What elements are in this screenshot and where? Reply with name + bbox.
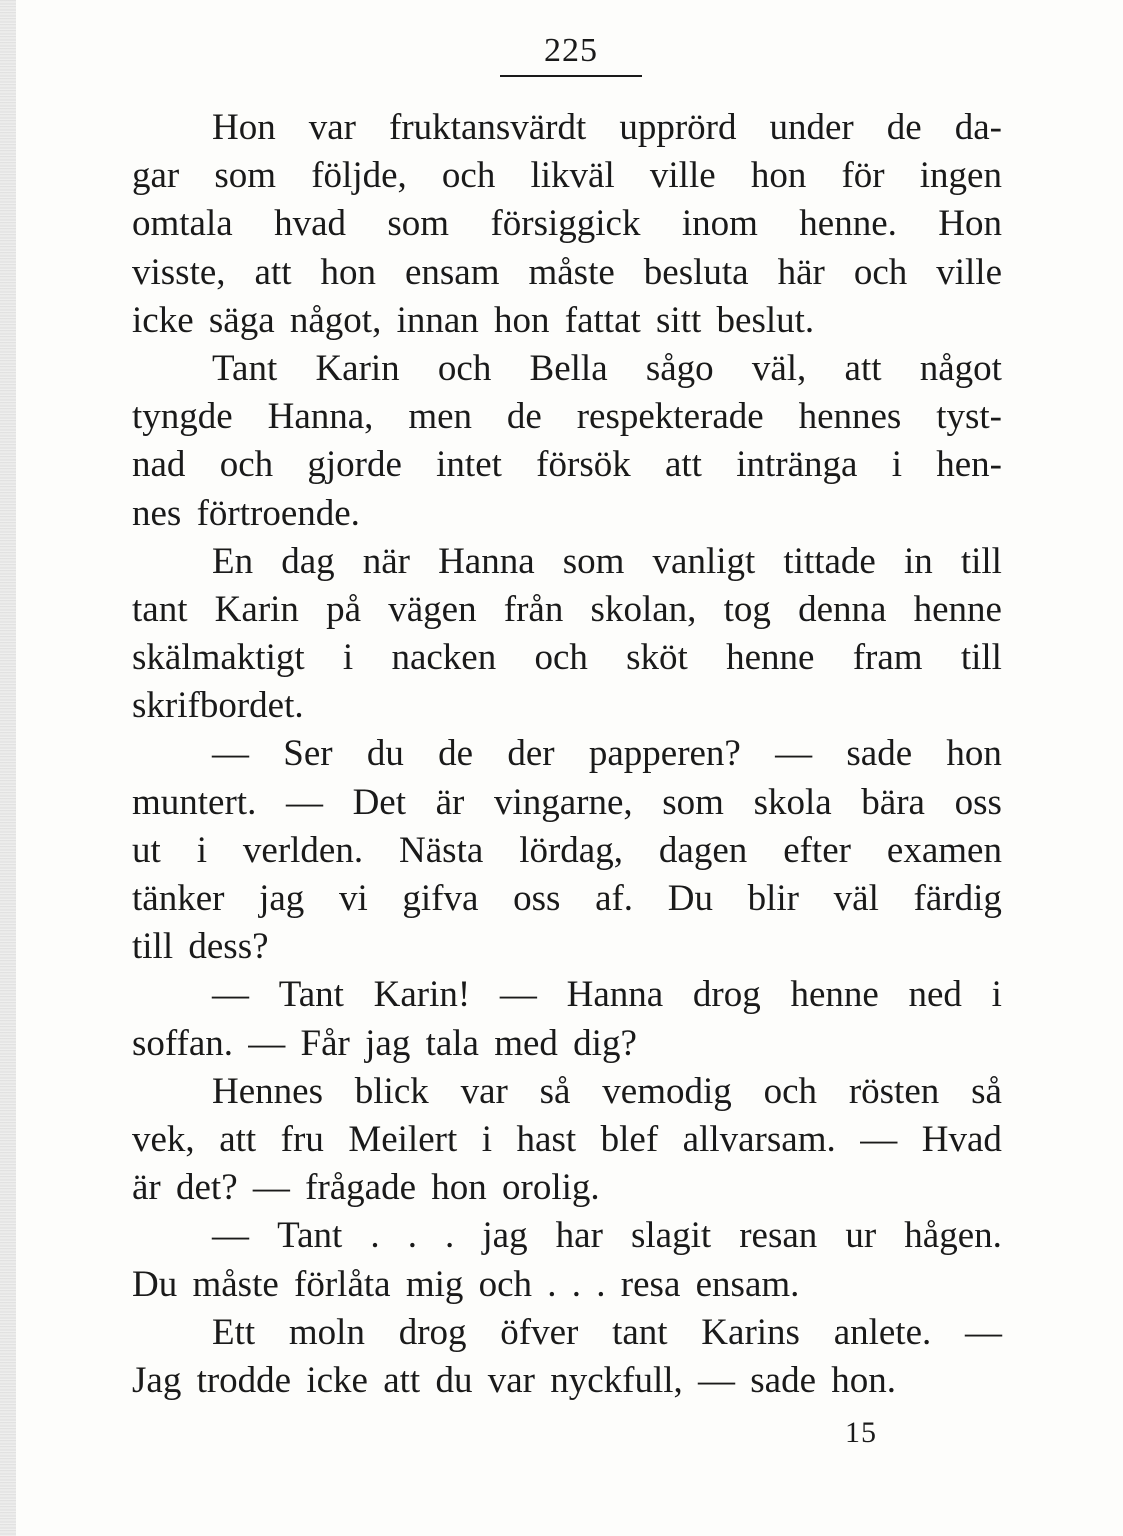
text-line: nes förtroende. bbox=[132, 492, 360, 534]
text-line: — Tant Karin! — Hanna drog henne ned i bbox=[212, 974, 1002, 1016]
text-line: tänker jag vi gifva oss af. Du blir väl färdig bbox=[132, 878, 1002, 919]
page-spine-edge bbox=[0, 0, 16, 1536]
text-line: visste, att hon ensam måste besluta här och ville bbox=[132, 251, 1002, 293]
text-line: En dag när Hanna som vanligt tittade in till bbox=[212, 540, 1002, 582]
page-number-rule bbox=[500, 75, 642, 77]
text-line: skälmaktigt i nacken och sköt henne fram till bbox=[132, 637, 1002, 679]
text-line: Ett moln drog öfver tant Karins anlete. — bbox=[212, 1311, 1002, 1353]
body-text bbox=[132, 104, 1002, 1405]
text-line: icke säga något, innan hon fattat sitt beslut. bbox=[132, 299, 815, 341]
text-line: Hon var fruktansvärdt upprörd under de da- bbox=[212, 107, 1002, 148]
text-line: nad och gjorde intet försök att intränga i hen- bbox=[132, 444, 1002, 486]
text-line: — Ser du de der papperen? — sade hon bbox=[212, 733, 1002, 775]
text-line: — Tant . . . jag har slagit resan ur hågen. bbox=[212, 1215, 1002, 1257]
text-line: soffan. — Får jag tala med dig? bbox=[132, 1022, 637, 1064]
text-line: till dess? bbox=[132, 926, 269, 968]
text-line: tant Karin på vägen från skolan, tog denna henne bbox=[132, 588, 1002, 630]
text-line: skrifbordet. bbox=[132, 685, 304, 727]
text-line: tyngde Hanna, men de respekterade hennes tyst- bbox=[132, 396, 1002, 438]
text-line: gar som följde, och likväl ville hon för ingen bbox=[132, 155, 1002, 197]
text-line: Tant Karin och Bella sågo väl, att något bbox=[212, 347, 1002, 389]
page-number: 225 bbox=[544, 32, 598, 69]
text-line: Hennes blick var så vemodig och rösten så bbox=[212, 1070, 1002, 1112]
text-line: muntert. — Det är vingarne, som skola bära oss bbox=[132, 781, 1002, 823]
text-line: Du måste förlåta mig och . . . resa ensam. bbox=[132, 1263, 800, 1305]
text-line: omtala hvad som försiggick inom henne. Hon bbox=[132, 203, 1002, 245]
text-line: är det? — frågade hon orolig. bbox=[132, 1167, 600, 1209]
text-line: ut i verlden. Nästa lördag, dagen efter examen bbox=[132, 829, 1002, 871]
text-line: Jag trodde icke att du var nyckfull, — sade hon. bbox=[132, 1359, 896, 1401]
signature-mark: 15 bbox=[845, 1416, 877, 1449]
text-line: vek, att fru Meilert i hast blef allvarsam. — Hvad bbox=[132, 1118, 1002, 1160]
